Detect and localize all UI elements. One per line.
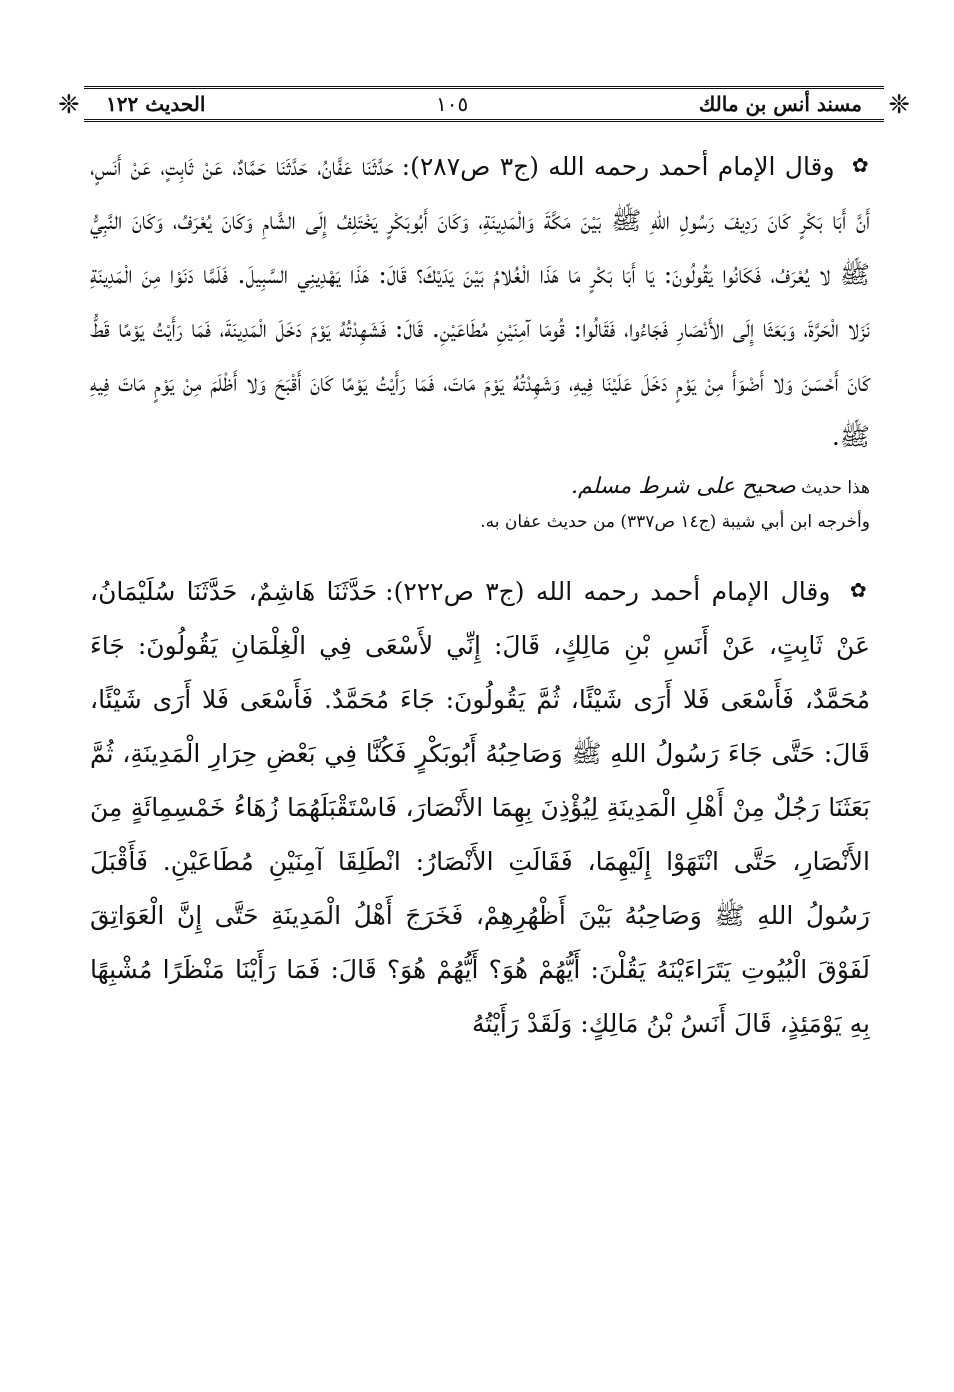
page-number: ١٠٥ (436, 92, 469, 116)
hadith-grade (90, 470, 870, 505)
hadith-text: وقال الإمام أحمد رحمه الله (ج٣ ص٢٨٧): حَدَّثَنَا عَفَّانُ، حَدَّثَنَا حَمَّادٌ، عَنْ ثَابِتٍ، عَنْ أَنَسٍ، أَنَّ أَبَا بَكْرٍ كَانَ رَدِيفَ رَسُولِ اللهِ ﷺ بَيْنَ مَكَّةَ وَالْمَدِينَةِ، وَكَانَ أَبُوبَكْرٍ يَخْتَلِفُ إِلَى الشَّامِ وَكَانَ يُعْرَفُ، وَكَانَ النَّبِيُّ ﷺ لا يُعْرَفُ، فَكَانُوا يَقُولُونَ: يَا أَبَا بَكْرٍ مَا هَذَا الْغُلامُ بَيْنَ يَدَيْكَ؟ قَالَ: هَذَا يَهْدِينِي السَّبِيلَ. فَلَمَّا دَنَوْا مِنَ الْمَدِينَةِ نَزَلا الْحَرَّةَ، وَبَعَثَا إِلَى الأَنْصَارِ فَجَاءُوا، فَقَالُوا: قُومَا آمِنَيْنِ مُطَاعَيْنِ. قَالَ: فَشَهِدْتُهُ يَوْمَ دَخَلَ الْمَدِينَةَ، فَمَا رَأَيْتُ يَوْمًا قَطُّ كَانَ أَحْسَنَ وَلا أَضْوَأَ مِنْ يَوْمٍ دَخَلَ عَلَيْنَا فِيهِ، وَشَهِدْتُهُ يَوْمَ مَاتَ، فَمَا رَأَيْتُ يَوْمًا كَانَ أَقْبَحَ وَلا أَظْلَمَ مِنْ يَوْمٍ مَاتَ فِيهِ ﷺ. (90, 152, 870, 451)
grade-verdict: صحيح على شرط مسلم. (571, 474, 796, 499)
hadith-label: الحديث ١٢٢ (106, 92, 206, 116)
hadith-text: وقال الإمام أحمد رحمه الله (ج٣ ص٢٢٢): حَدَّثَنَا هَاشِمٌ، حَدَّثَنَا سُلَيْمَانُ، عَنْ ثَابِتٍ، عَنْ أَنَسِ بْنِ مَالِكٍ، قَالَ: إِنِّي لأَسْعَى فِي الْغِلْمَانِ يَقُولُونَ: جَاءَ مُحَمَّدٌ، فَأَسْعَى فَلا أَرَى شَيْئًا، ثُمَّ يَقُولُونَ: جَاءَ مُحَمَّدٌ. فَأَسْعَى فَلا أَرَى شَيْئًا، قَالَ: حَتَّى جَاءَ رَسُولُ اللهِ ﷺ وَصَاحِبُهُ أَبُوبَكْرٍ فَكُنَّا فِي بَعْضِ حِرَارِ الْمَدِينَةِ، ثُمَّ بَعَثَنَا رَجُلٌ مِنْ أَهْلِ الْمَدِينَةِ لِيُؤْذِنَ بِهِمَا الأَنْصَارَ، فَاسْتَقْبَلَهُمَا زُهَاءُ خَمْسِمِائَةٍ مِنَ الأَنْصَارِ، حَتَّى انْتَهَوْا إِلَيْهِمَا، فَقَالَتِ الأَنْصَارُ: انْطَلِقَا آمِنَيْنِ مُطَاعَيْنِ. فَأَقْبَلَ رَسُولُ اللهِ ﷺ وَصَاحِبُهُ بَيْنَ أَظْهُرِهِمْ، فَخَرَجَ أَهْلُ الْمَدِينَةِ حَتَّى إِنَّ الْعَوَاتِقَ لَفَوْقَ الْبُيُوتِ يَتَرَاءَيْنَهُ يَقُلْنَ: أَيُّهُمْ هُوَ؟ أَيُّهُمْ هُوَ؟ قَالَ: فَمَا رَأَيْنَا مَنْظَرًا مُشْبِهًا بِهِ يَوْمَئِذٍ، قَالَ أَنَسُ بْنُ مَالِكٍ: وَلَقَدْ رَأَيْتُهُ (90, 577, 870, 1038)
flower-bullet-icon: ✿ (851, 153, 870, 177)
hadith-entry (90, 138, 870, 464)
grade-prefix: هذا حديث (801, 478, 870, 498)
page-body (90, 138, 870, 1051)
book-title: مسند أنس بن مالك (698, 92, 862, 116)
running-header (58, 86, 910, 122)
hadith-entry (90, 563, 870, 1051)
hadith-source-note: وأخرجه ابن أبي شيبة (ج١٤ ص٣٣٧) من حديث عفان به. (480, 512, 870, 532)
ornament-right-icon: ❈ (888, 90, 910, 120)
ornament-left-icon: ❈ (58, 90, 80, 120)
flower-bullet-icon: ✿ (849, 578, 871, 602)
